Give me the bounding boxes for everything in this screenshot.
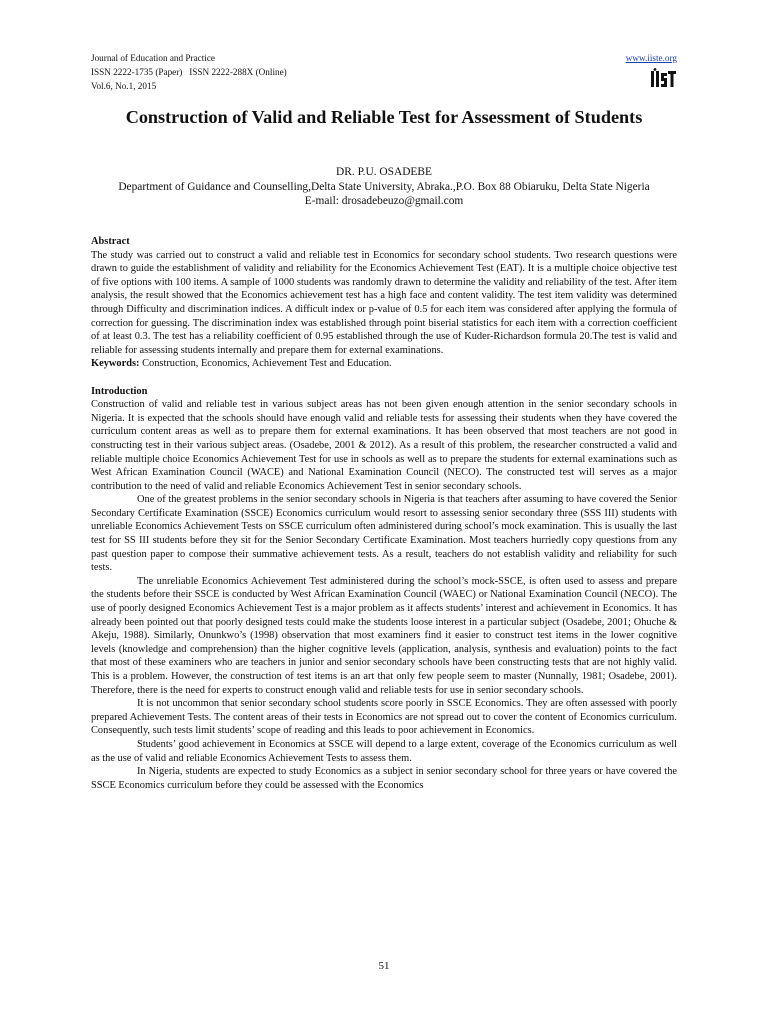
- section-gap: [91, 371, 677, 385]
- intro-paragraph-5: Students’ good achievement in Economics at SSCE will depend to a large extent, coverage of the Economics curriculum as well as the use of valid and reliable Economics Achievement Tests to assess them.: [91, 738, 677, 764]
- abstract-text: The study was carried out to construct a valid and reliable test in Economics for secondary school students. Two research questions were drawn to guide the establishment of validity and reliability for the Economics Achievement Test (EAT). It is a multiple choice objective test of five options with 100 items. A sample of 1000 students was randomly drawn to determine the validity and reliability of the test. After item analysis, the result showed that the Economics achievement test has a high face and content validity. The test item validity was determined through Difficulty and discrimination indices. A difficult index or p-value of 0.5 for each item was considered after applying the formula of correction for guessing. The discrimination index was established through point biserial statistics for each item with a correction coefficient of at least 0.3. The test has a reliability coefficient of 0.95 established through the use of Kuder-Richardson formula 20.The test is valid and reliable for assessing students internally and prepare them for external examinations.: [91, 249, 677, 356]
- iiste-logo: [651, 68, 677, 93]
- journal-name: Journal of Education and Practice: [91, 53, 215, 63]
- intro-paragraph-3: The unreliable Economics Achievement Test administered during the school’s mock-SSCE, is often used to assess and prepare the students before their SSCE is conducted by West African Examination Council (WAEC) or National Examination Council (NECO). The use of poorly designed Economics Achievement Test is a major problem as it affects students’ interest and achievement in Economics. It has already been pointed out that poorly designed tests could make the students loose interest in a particular subject (Osadebe, 2001; Ohuche & Akeju, 1988). Similarly, Onunkwo’s (1998) observation that most examiners find it easier to construct test items in the lower cognitive levels (knowledge and comprehension) than the higher cognitive levels (application, analysis, synthesis and evaluation) points to the fact that most of these examiners who are teachers in junior and senior secondary schools have been constructing tests that are not highly valid. This is a problem. However, the construction of test items is an art that only few people seem to master (Nunnally, 1981; Osadebe, 2001). Therefore, there is the need for experts to construct enough valid and reliable tests for use in senior secondary schools.: [91, 575, 677, 696]
- intro-paragraph-6: In Nigeria, students are expected to study Economics as a subject in senior secondary school for three years or have covered the SSCE Economics curriculum before they could be assessed with the Economics: [91, 766, 677, 791]
- journal-header-right: [557, 51, 677, 93]
- author-name: DR. P.U. OSADEBE: [336, 166, 432, 178]
- journal-header: [91, 51, 287, 93]
- author-block: [91, 165, 677, 209]
- abstract-heading: Abstract: [91, 236, 130, 247]
- iiste-logo-icon: [651, 68, 677, 88]
- website-link[interactable]: www.iiste.org: [625, 53, 677, 63]
- intro-paragraph-2: One of the greatest problems in the senior secondary schools in Nigeria is that teachers after assuming to have covered the Senior Secondary Certificate Examination (SSCE) Economics curriculum would resort to assessing senior secondary three (SSS III) students with unreliable Economics Achievement Tests on SSCE curriculum often administered during school’s mock examination. This is usually the last test for SS III students before they sit for the Senior Secondary Certificate Examination. Most teachers hurriedly copy questions from any past question paper to compose their summative achievement tests. As a result, teachers do not establish validity and reliability for such tests.: [91, 494, 677, 574]
- intro-paragraph-1: Construction of valid and reliable test in various subject areas has not been given enough attention in the senior secondary schools in Nigeria. It is expected that the schools should have enough valid and reliable tests for assessing their students when they have covered the curriculum content areas as well as to prepare them for external examinations. It has been observed that most teachers are not good in constructing test in their various subject areas. (Osadebe, 2001 & 2012). As a result of this problem, the researcher constructed a valid and reliable multiple choice Economics Achievement Test for use in schools as well as to prepare the students for external examinations such as West African Examination Council (WACE) and National Examination Council (NECO). The constructed test will serves as a major contribution to the need of valid and reliable Economics Achievement Test in senior secondary schools.: [91, 399, 677, 492]
- page-number: 51: [378, 960, 390, 972]
- keywords-line: [91, 357, 677, 371]
- introduction-heading: Introduction: [91, 385, 148, 397]
- paper-title: Construction of Valid and Reliable Test for Assessment of Students: [125, 107, 643, 127]
- author-email: E-mail: drosadebeuzo@gmail.com: [304, 195, 464, 207]
- keywords-text: Construction, Economics, Achievement Test and Education.: [139, 358, 392, 370]
- issn-line: ISSN 2222-1735 (Paper) ISSN 2222-288X (Online): [91, 67, 287, 77]
- volume-line: Vol.6, No.1, 2015: [91, 81, 157, 91]
- keywords-label: Keywords:: [91, 358, 140, 370]
- author-affiliation: Department of Guidance and Counselling,Delta State University, Abraka.,P.O. Box 88 Obiaruku, Delta State Nigeria: [118, 180, 650, 193]
- paper-body: [91, 235, 677, 792]
- intro-paragraph-4: It is not uncommon that senior secondary school students score poorly in SSCE Economics. They are often assessed with poorly prepared Achievement Tests. The content areas of their tests in Economics are not spread out to cover the content of Economics curriculum. Consequently, such tests limit students’ scope of reading and this leads to poor achievement in Economics.: [91, 698, 677, 737]
